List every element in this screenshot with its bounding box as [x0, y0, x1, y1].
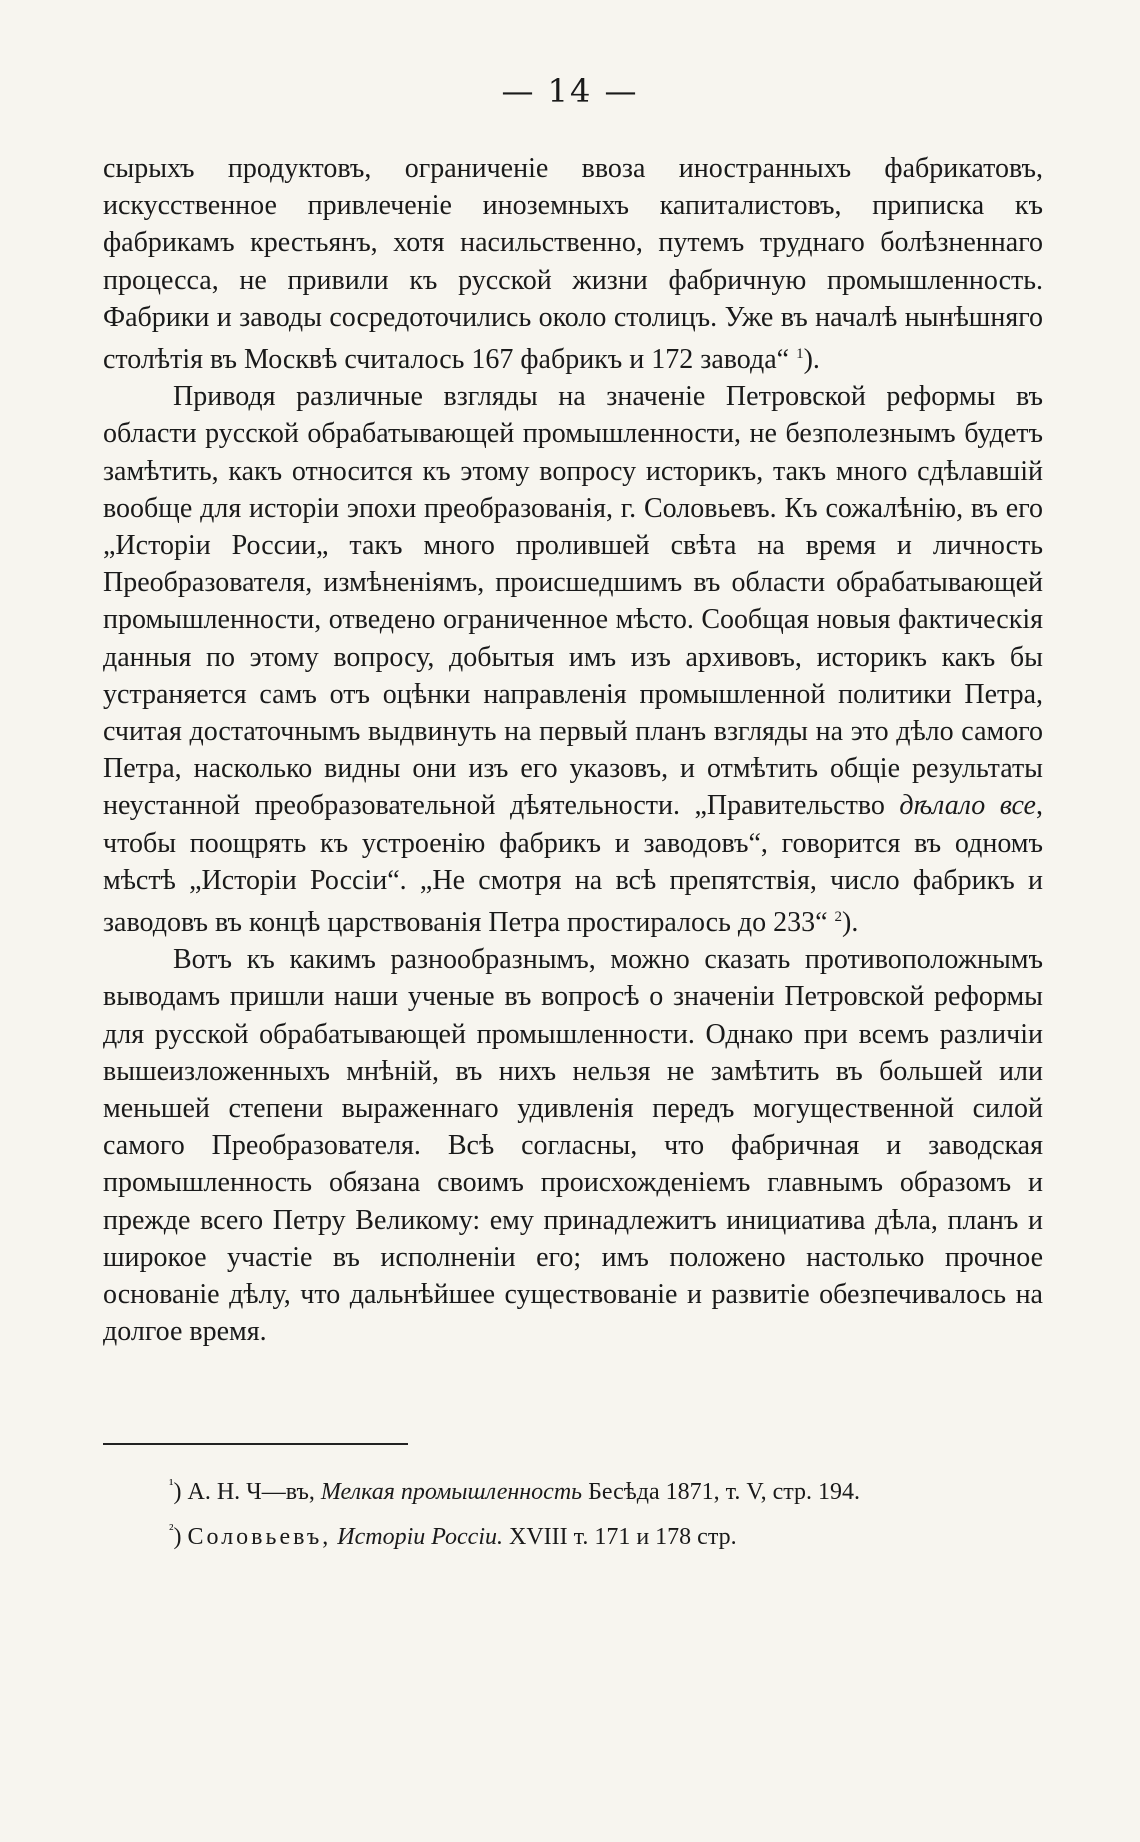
footnote-ref-2: 2: [834, 909, 843, 926]
footnote-divider: [103, 1443, 408, 1445]
paragraph-2: [103, 378, 1043, 941]
main-text: [103, 150, 1043, 1351]
paragraph-3-text: Вотъ къ какимъ разнообразнымъ, можно сказать противоположнымъ выводамъ пришли наши ученые въ вопросѣ о значеніи Петровской реформы для русской обрабатывающей промышленности. Однако при всемъ различіи вышеизложенныхъ мнѣній, въ нихъ нельзя не замѣтить въ большей или меньшей степени выраженнаго удивленія передъ могущественной силой самого Преобразователя. Всѣ согласны, что фабричная и заводская промышленность обязана своимъ происхожденіемъ главнымъ образомъ и прежде всего Петру Великому: ему принадлежитъ инициатива дѣла, планъ и широкое участіе въ исполненіи его; имъ положено настолько прочное основаніе дѣлу, что дальнѣйшее существованіе и развитіе обезпечивалось на долгое время.: [103, 944, 1043, 1348]
footnote-1-mark: ¹: [169, 1477, 174, 1493]
footnote-ref-1: 1: [796, 346, 804, 363]
paragraph-2-text-b: , чтобы поощрять къ устроенію фабрикъ и заводовъ“, говорится въ одномъ мѣстѣ „Исторіи Россіи“. „Не смотря на всѣ препятствія, число фабрикъ и заводовъ въ концѣ царствованія Петра простиралось до 233“: [103, 790, 1043, 939]
paragraph-3: [103, 941, 1043, 1350]
footnotes: [103, 1466, 1043, 1556]
footnote-1-rest: Бесѣда 1871, т. V, стр. 194.: [588, 1479, 861, 1505]
footnote-1: $^{^1}$) А. Н. Ч—въ, Мелкая промышленность Бесѣда 1871, т. V, стр. 194.: [169, 1477, 861, 1505]
footnote-1-title: Мелкая промышленность: [320, 1479, 583, 1505]
paragraph-1-text: сырыхъ продуктовъ, ограниченіе ввоза иностранныхъ фабрикатовъ, искусственное привлеченіе иноземныхъ капиталистовъ, приписка къ фабрикамъ крестьянъ, хотя насильственно, путемъ труднаго болѣзненнаго процесса, не привили къ русской жизни фабричную промышленность. Фабрики и заводы сосредоточились около столицъ. Уже въ началѣ нынѣшняго столѣтія въ Москвѣ считалось 167 фабрикъ и 172 завода“: [103, 153, 1043, 376]
page-number: — 14 —: [501, 72, 639, 110]
footnote-2-author: Соловьевъ,: [187, 1524, 332, 1550]
paragraph-2-italic: дѣлало все: [899, 790, 1036, 822]
paragraph-2-tail: ).: [842, 907, 859, 939]
paragraph-2-text-a: Приводя различные взгляды на значеніе Петровской реформы въ области русской обрабатывающей промышленности, не безполезнымъ будетъ замѣтить, какъ относится къ этому вопросу историкъ, такъ много сдѣлавшій вообще для исторіи эпохи преобразованія, г. Соловьевъ. Къ сожалѣнію, въ его „Исторіи России„ такъ много пролившей свѣта на время и личность Преобразователя, измѣненіямъ, происшедшимъ въ области обрабатывающей промышленности, отведено ограниченное мѣсто. Сообщая новыя фактическія данныя по этому вопросу, добытыя имъ изъ архивовъ, историкъ какъ бы устраняется самъ отъ оцѣнки направленія промышленной политики Петра, считая достаточнымъ выдвинуть на первый планъ взгляды на это дѣло самого Петра, насколько видны они изъ его указовъ, и отмѣтить общіе результаты неустанной преобразовательной дѣятельности. „Правительство: [103, 381, 1043, 822]
footnote-2: $^{^2}$) Соловьевъ, Исторіи Россіи. XVIII т. 171 и 178 стр.: [169, 1522, 737, 1550]
paragraph-1: [103, 150, 1043, 378]
footnote-2-rest: XVIII т. 171 и 178 стр.: [509, 1524, 737, 1550]
paragraph-1-tail: ).: [803, 344, 820, 376]
footnote-1-author: А. Н. Ч—въ,: [187, 1479, 315, 1505]
footnote-2-mark: ²: [169, 1522, 174, 1538]
footnote-2-title: Исторіи Россіи.: [337, 1524, 503, 1550]
